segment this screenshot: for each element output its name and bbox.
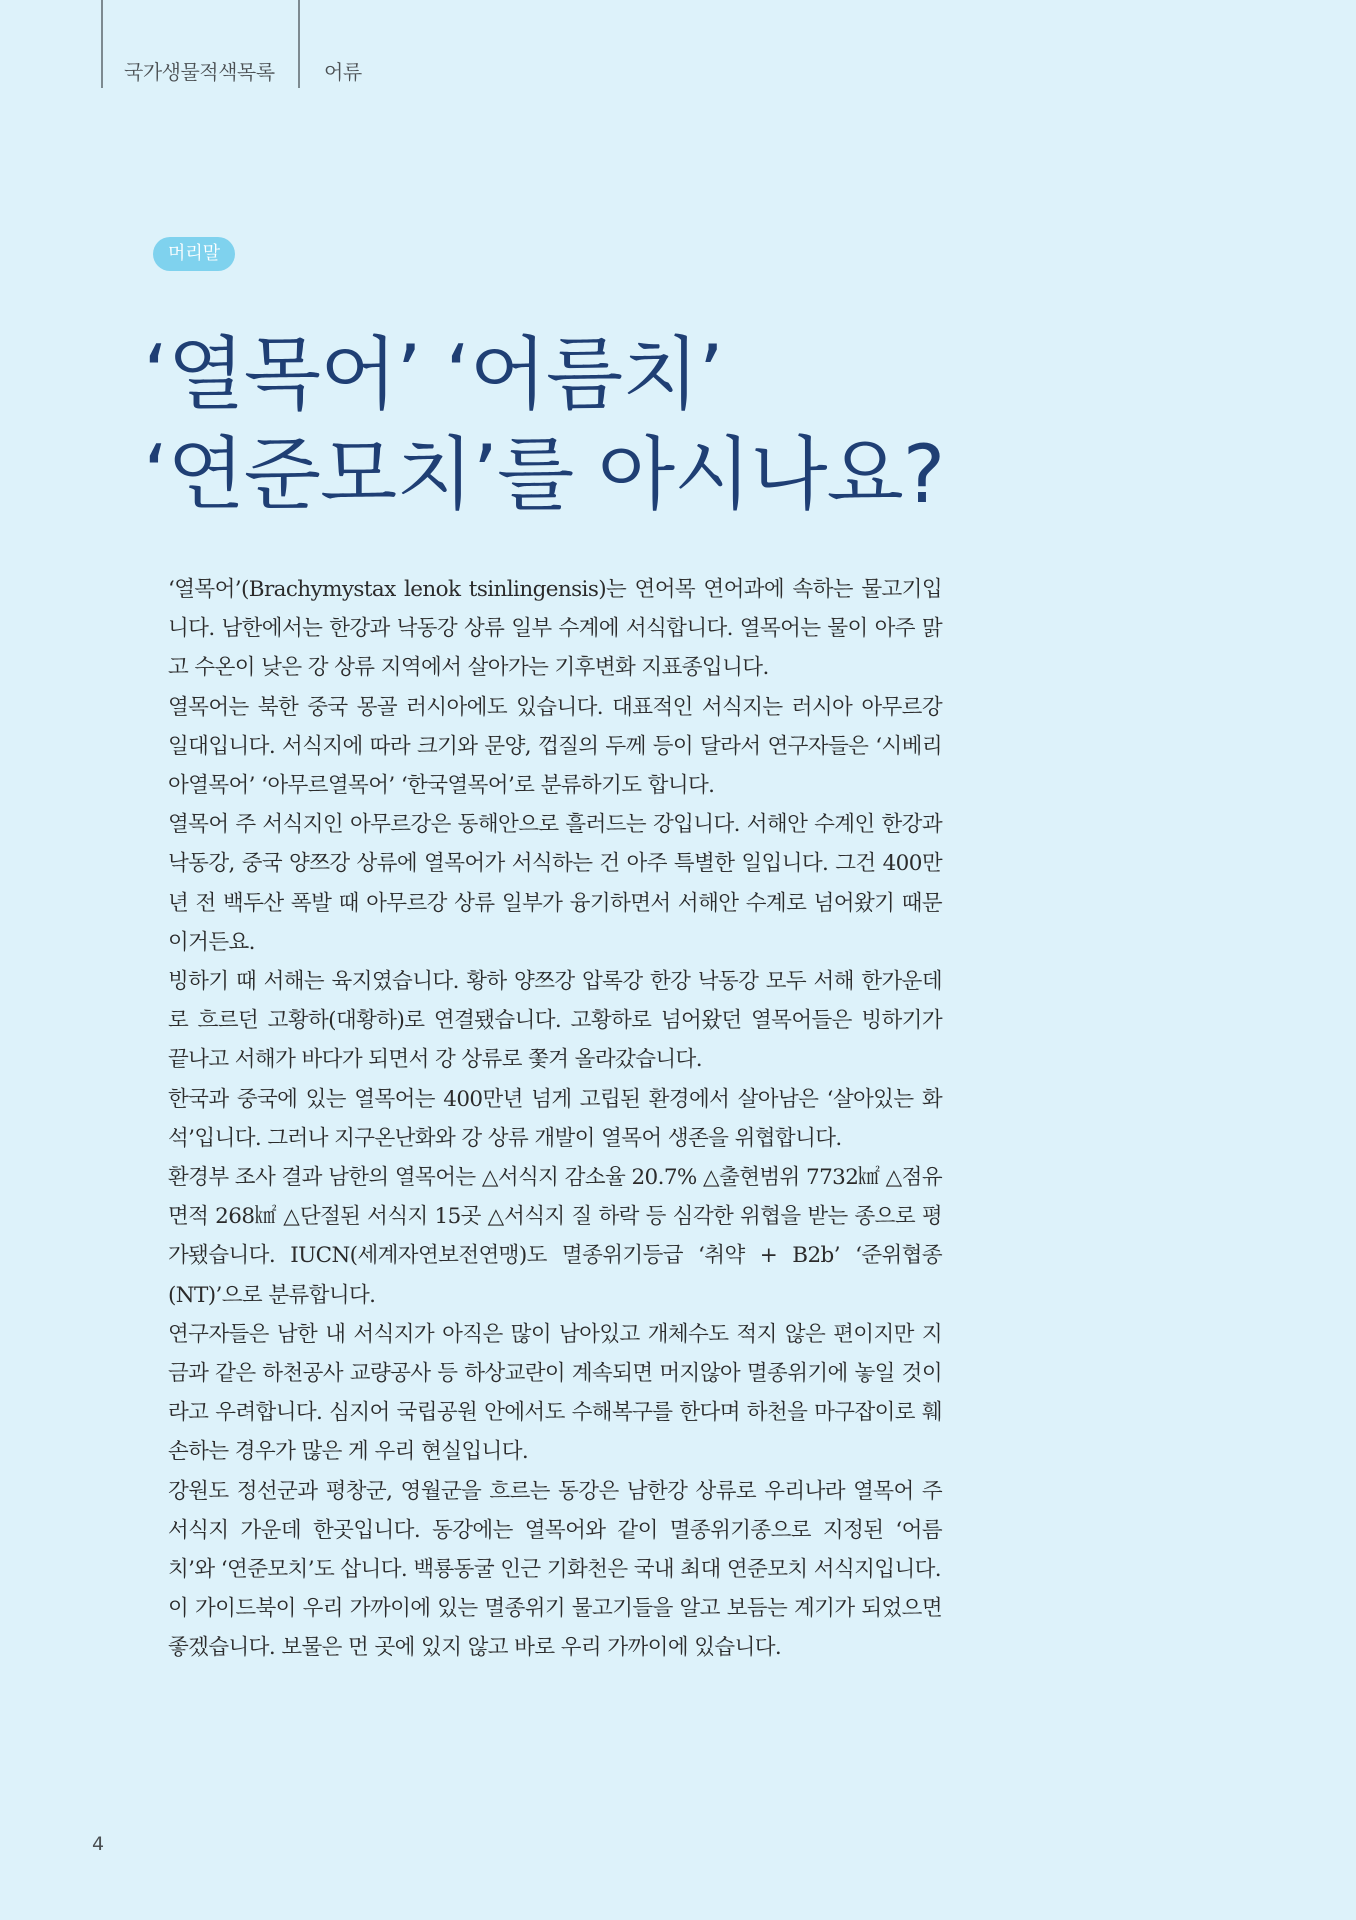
paragraph: 빙하기 때 서해는 육지였습니다. 황하 양쯔강 압록강 한강 낙동강 모두 서해 한가운데로 흐르던 고황하(대황하)로 연결됐습니다. 고황하로 넘어왔던 열목어들은 빙하기가 끝나고 서해가 바다가 되면서 강 상류로 쫓겨 올라갔습니다. bbox=[168, 969, 942, 1073]
paragraph: 연구자들은 남한 내 서식지가 아직은 많이 남아있고 개체수도 적지 않은 편이지만 지금과 같은 하천공사 교량공사 등 하상교란이 계속되면 머지않아 멸종위기에 놓일 것이라고 우려합니다. 심지어 국립공원 안에서도 수해복구를 한다며 하천을 마구잡이로 훼손하는 경우가 많은 게 우리 현실입니다. bbox=[168, 1321, 942, 1465]
book-title: 국가생물적색목록 bbox=[124, 60, 275, 84]
paragraph: 강원도 정선군과 평창군, 영월군을 흐르는 동강은 남한강 상류로 우리나라 열목어 주 서식지 가운데 한곳입니다. 동강에는 열목어와 같이 멸종위기종으로 지정된 ‘어름치’와 ‘연준모치’도 삽니다. 백룡동굴 인근 기화천은 국내 최대 연준모치 서식지입니다. bbox=[168, 1478, 942, 1583]
paragraph: ‘열목어’(Brachymystax lenok tsinlingensis)는 연어목 연어과에 속하는 물고기입니다. 남한에서는 한강과 낙동강 상류 일부 수계에 서식합니다. 열목어는 물이 아주 맑고 수온이 낮은 강 상류 지역에서 살아가는 기후변화 지표종입니다. bbox=[168, 577, 942, 681]
paragraph: 환경부 조사 결과 남한의 열목어는 △서식지 감소율 20.7% △출현범위 7732㎢ △점유면적 268㎢ △단절된 서식지 15곳 △서식지 질 하락 등 심각한 위협을 받는 종으로 평가됐습니다. IUCN(세계자연보전연맹)도 멸종위기등급 ‘취약 + B2b’ ‘준위협종(NT)’으로 분류합니다. bbox=[168, 1165, 942, 1308]
body-text bbox=[168, 570, 942, 1668]
header-divider-middle bbox=[298, 0, 300, 88]
section-name: 어류 bbox=[324, 60, 362, 84]
paragraph: 이 가이드북이 우리 가까이에 있는 멸종위기 물고기들을 알고 보듬는 계기가 되었으면 좋겠습니다. 보물은 먼 곳에 있지 않고 바로 우리 가까이에 있습니다. bbox=[168, 1596, 942, 1661]
section-badge: 머리말 bbox=[153, 237, 235, 271]
header-divider-left bbox=[101, 0, 103, 88]
paragraph: 한국과 중국에 있는 열목어는 400만년 넘게 고립된 환경에서 살아남은 ‘살아있는 화석’입니다. 그러나 지구온난화와 강 상류 개발이 열목어 생존을 위협합니다. bbox=[168, 1086, 942, 1151]
page-title bbox=[143, 325, 1243, 525]
running-header bbox=[0, 0, 1356, 90]
title-line-1: ‘열목어’ ‘어름치’ bbox=[143, 328, 723, 421]
paragraph: 열목어는 북한 중국 몽골 러시아에도 있습니다. 대표적인 서식지는 러시아 아무르강 일대입니다. 서식지에 따라 크기와 문양, 껍질의 두께 등이 달라서 연구자들은 ‘시베리아열목어’ ‘아무르열목어’ ‘한국열목어’로 분류하기도 합니다. bbox=[168, 694, 942, 799]
page-number: 4 bbox=[92, 1833, 105, 1855]
title-line-2: ‘연준모치’를 아시나요? bbox=[143, 428, 945, 521]
paragraph: 열목어 주 서식지인 아무르강은 동해안으로 흘러드는 강입니다. 서해안 수계인 한강과 낙동강, 중국 양쯔강 상류에 열목어가 서식하는 건 아주 특별한 일입니다. 그건 400만년 전 백두산 폭발 때 아무르강 상류 일부가 융기하면서 서해안 수계로 넘어왔기 때문이거든요. bbox=[168, 812, 942, 955]
